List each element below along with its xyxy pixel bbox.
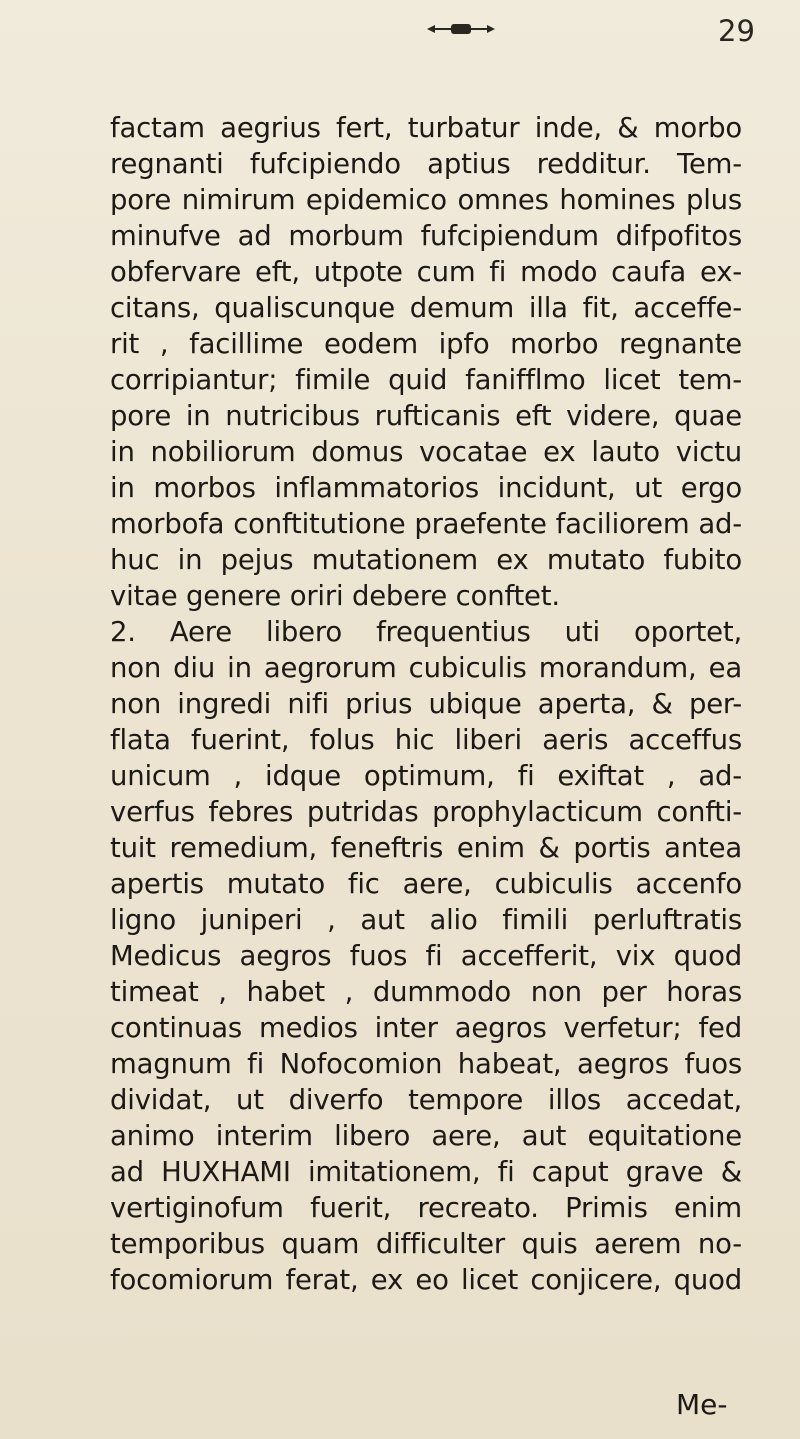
- printer-ornament-icon: [425, 22, 497, 36]
- text-line: vertiginofum fuerit, recreato. Primis enim: [110, 1192, 742, 1224]
- text-line: non ingredi nifi prius ubique aperta, & per-: [110, 688, 742, 720]
- text-line: minufve ad morbum fufcipiendum difpofitos: [110, 220, 742, 252]
- text-line: obfervare eft, utpote cum fi modo caufa ex-: [110, 256, 742, 288]
- text-line: in morbos inflammatorios incidunt, ut ergo: [110, 472, 742, 504]
- text-line: factam aegrius fert, turbatur inde, & morbo: [110, 112, 742, 144]
- text-line: regnanti fufcipiendo aptius redditur. Tem-: [110, 148, 742, 180]
- text-line: animo interim libero aere, aut equitatione: [110, 1120, 742, 1152]
- text-line: magnum fi Nofocomion habeat, aegros fuos: [110, 1048, 742, 1080]
- text-line: pore nimirum epidemico omnes homines plus: [110, 184, 742, 216]
- text-line: verfus febres putridas prophylacticum confti-: [110, 796, 742, 828]
- text-line: dividat, ut diverfo tempore illos accedat,: [110, 1084, 742, 1116]
- text-line: citans, qualiscunque demum illa fit, acceffe-: [110, 292, 742, 324]
- text-line: vitae genere oriri debere conftet.: [110, 580, 560, 612]
- catchword: Me-: [676, 1388, 728, 1421]
- page-number: 29: [718, 14, 755, 48]
- text-line: corripiantur; fimile quid fanifflmo licet tem-: [110, 364, 742, 396]
- text-line: rit , facillime eodem ipfo morbo regnante: [110, 328, 742, 360]
- text-line: ad HUXHAMI imitationem, fi caput grave &: [110, 1156, 742, 1188]
- text-line: non diu in aegrorum cubiculis morandum, ea: [110, 652, 742, 684]
- text-line: focomiorum ferat, ex eo licet conjicere, quod: [110, 1264, 742, 1296]
- text-line: ligno juniperi , aut alio fimili perluftratis: [110, 904, 742, 936]
- text-line: in nobiliorum domus vocatae ex lauto victu: [110, 436, 742, 468]
- text-line: huc in pejus mutationem ex mutato fubito: [110, 544, 742, 576]
- text-line: flata fuerint, folus hic liberi aeris acceffus: [110, 724, 742, 756]
- text-line: temporibus quam difficulter quis aerem no-: [110, 1228, 742, 1260]
- text-line: tuit remedium, feneftris enim & portis antea: [110, 832, 742, 864]
- text-line: Medicus aegros fuos fi accefferit, vix quod: [110, 940, 742, 972]
- text-line: 2. Aere libero frequentius uti oportet,: [110, 616, 742, 648]
- text-line: apertis mutato fic aere, cubiculis accenfo: [110, 868, 742, 900]
- text-line: continuas medios inter aegros verfetur; fed: [110, 1012, 742, 1044]
- page-header: [0, 14, 800, 54]
- text-line: pore in nutricibus rufticanis eft videre, quae: [110, 400, 742, 432]
- text-line: unicum , idque optimum, fi exiftat , ad-: [110, 760, 742, 792]
- text-line: timeat , habet , dummodo non per horas: [110, 976, 742, 1008]
- text-line: morbofa conftitutione praefente faciliorem ad-: [110, 508, 742, 540]
